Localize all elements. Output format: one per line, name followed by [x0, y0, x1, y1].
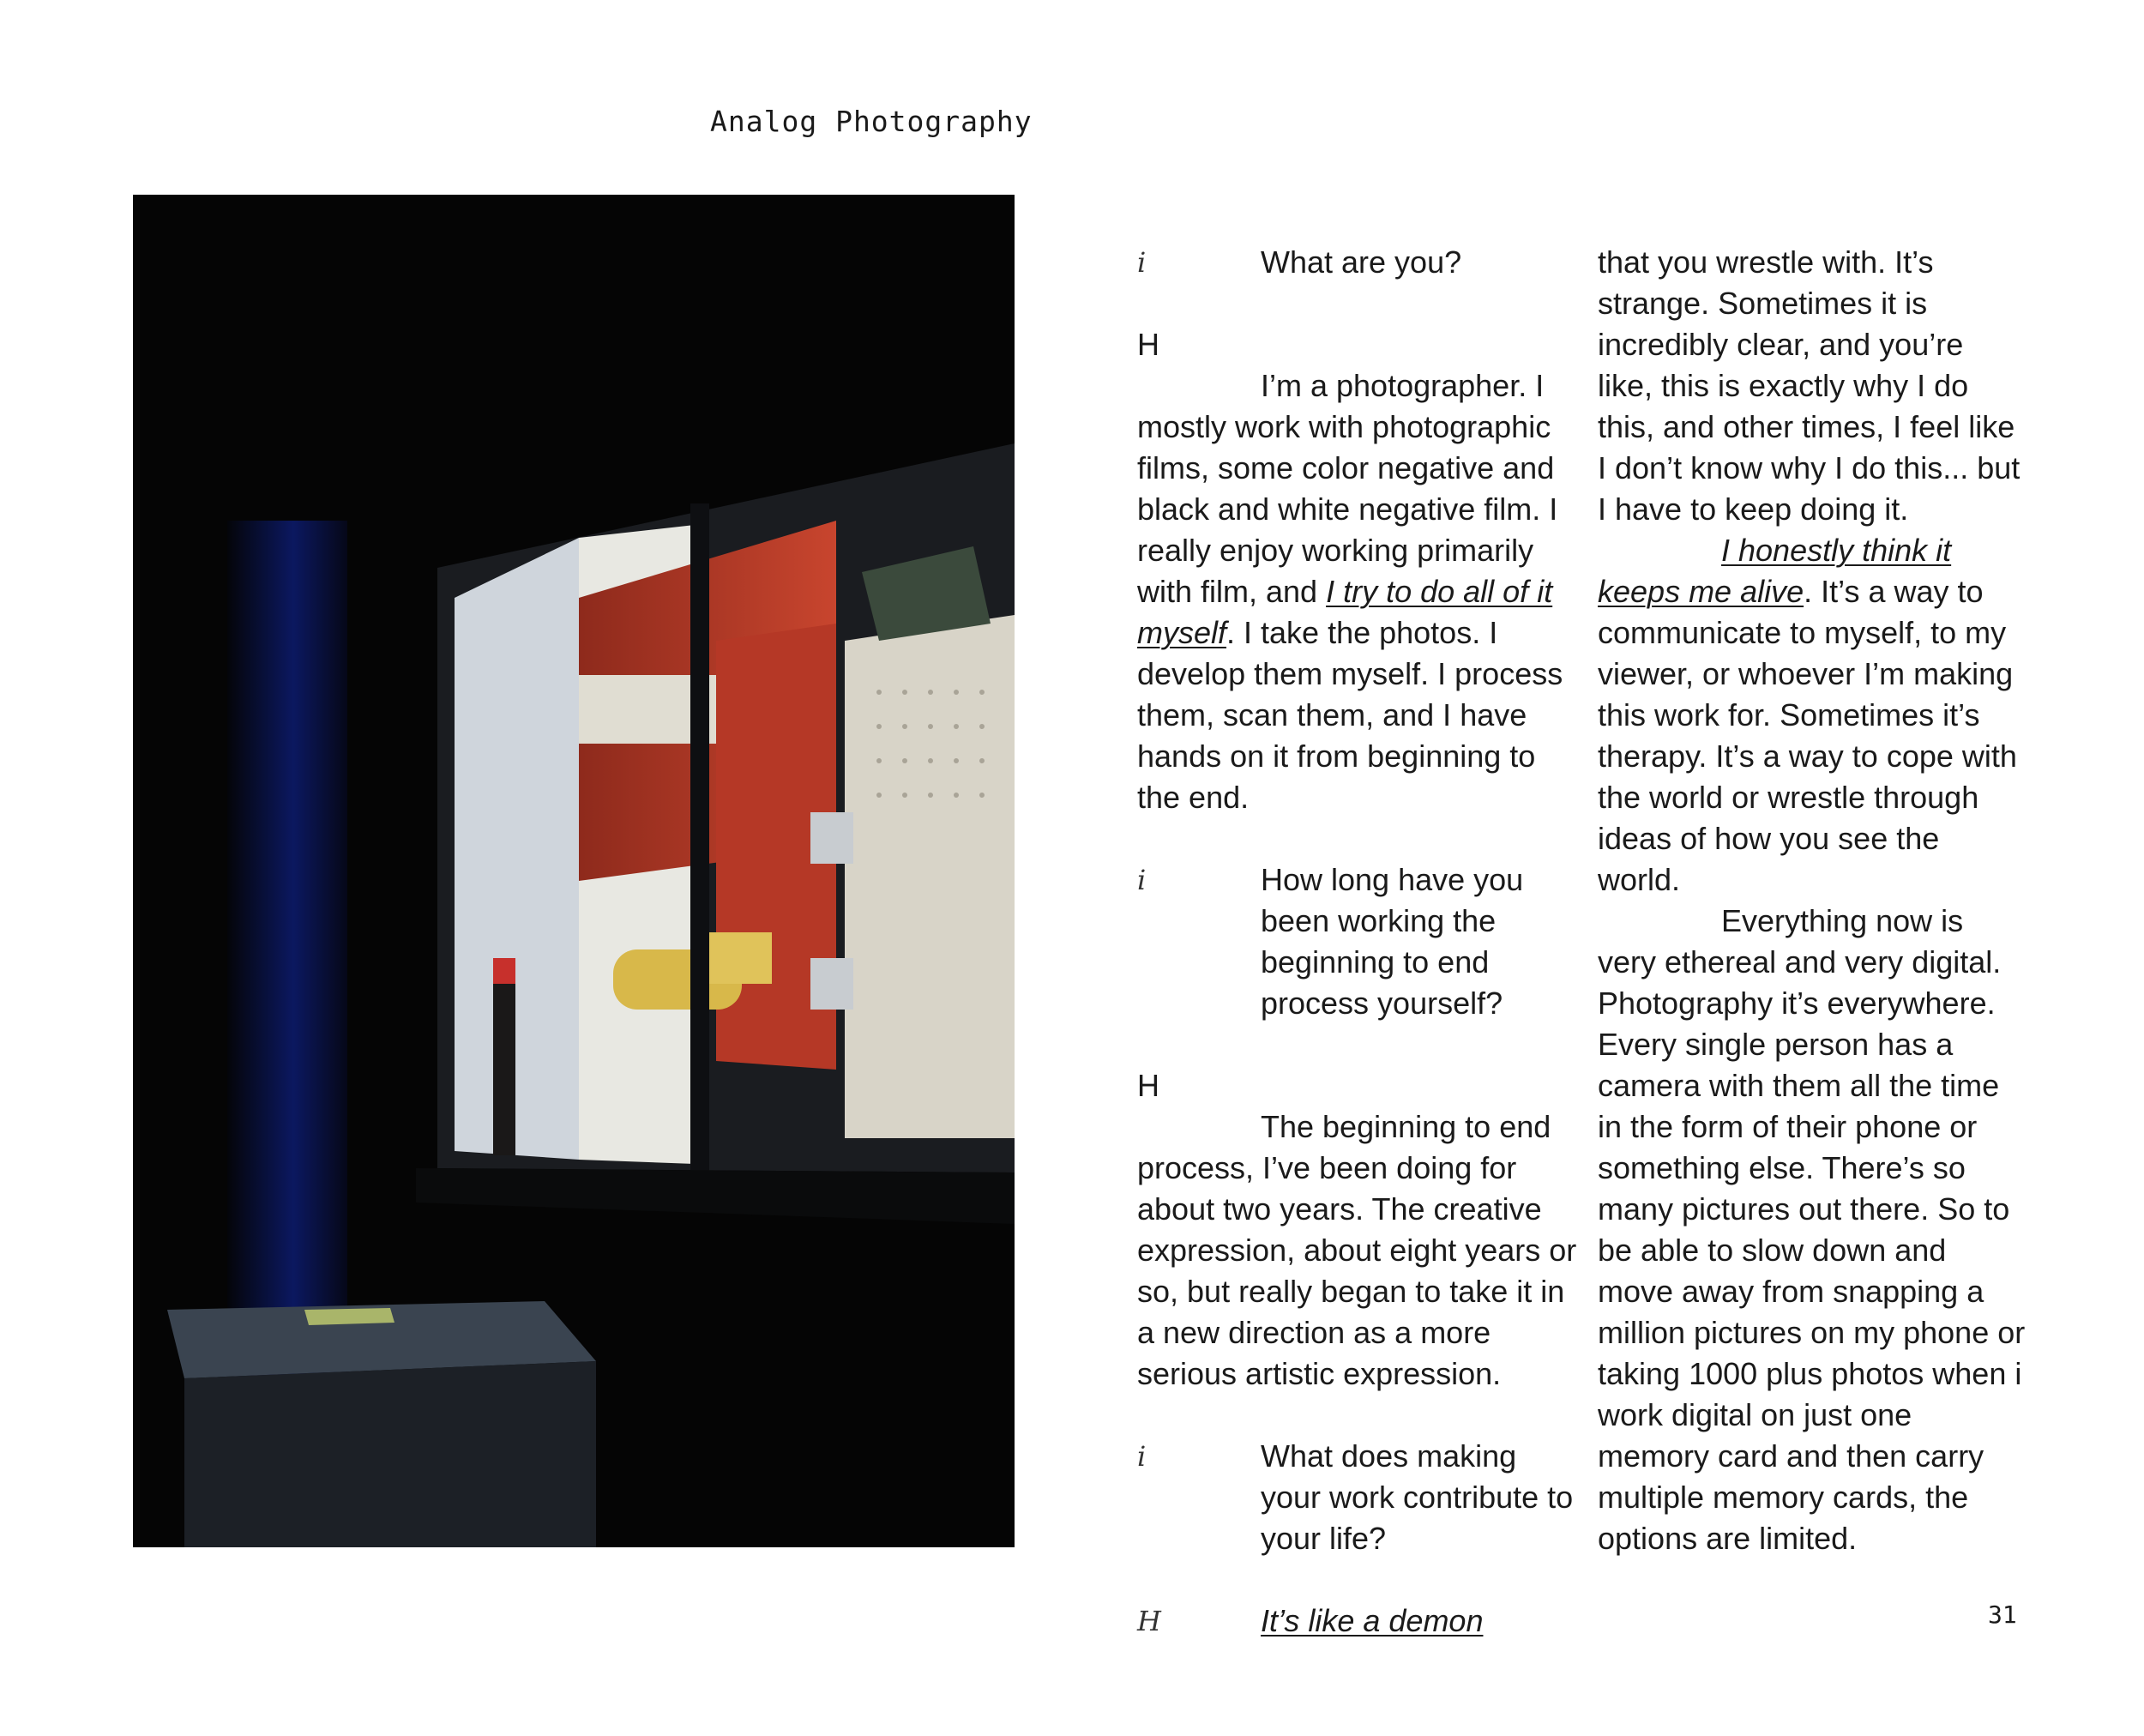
answer-1 — [1137, 324, 1583, 818]
question-marker: i — [1137, 864, 1147, 896]
answer-marker: H — [1137, 1605, 1161, 1637]
question-text: What are you? — [1261, 244, 1462, 280]
emphasis-text: I honestly think it keeps me alive — [1598, 533, 1952, 609]
running-header: Analog Photography — [710, 105, 1033, 138]
answer-text: . It’s a way to communicate to myself, to my viewer, or whoever I’m making this work for. Sometimes it’s therapy. It’s a way to cope with the world or wrestle through ideas of how you see the world. — [1598, 574, 2017, 897]
night-window-fire-truck-photo — [133, 195, 1015, 1547]
answer-text: Everything now is very ethereal and very digital. Photography it’s everywhere. Every single person has a camera with them all the time in the form of their phone or something else. There’s so many pictures out there. So to be able to slow down and move away from snapping a million pictures on my phone or taking 1000 plus photos when i work digital on just one memory card and then carry multiple memory cards, the options are limited. — [1598, 903, 2026, 1556]
question-marker: i — [1137, 246, 1147, 279]
question-2 — [1137, 859, 1583, 1024]
question-1 — [1137, 242, 1583, 283]
answer-marker: H — [1137, 1068, 1159, 1103]
page-number: 31 — [1988, 1600, 2017, 1629]
question-text: How long have you been working the beginning to end process yourself? — [1261, 862, 1524, 1021]
emphasis-text: I try to do all of it myself — [1137, 574, 1553, 650]
answer-text: The beginning to end process, I’ve been doing for about two years. The creative expression, about eight years or so, but really began to take it in a new direction as a more serious artistic expression. — [1137, 1109, 1577, 1391]
emphasis-text: It’s like a demon — [1261, 1603, 1484, 1638]
answer-3-start — [1137, 1600, 1583, 1642]
question-marker: i — [1137, 1440, 1147, 1473]
question-3 — [1137, 1436, 1583, 1559]
answer-text: I’m a photographer. I mostly work with photographic films, some color negative and black and white negative film. I really enjoy working primarily with film, and — [1137, 368, 1558, 609]
photograph — [133, 195, 1015, 1547]
answer-text: . I take the photos. I develop them myself. I process them, scan them, and I have hands on it from beginning to the end. — [1137, 615, 1563, 815]
interview-column-left — [1137, 242, 1583, 1642]
answer-2 — [1137, 1065, 1583, 1395]
answer-text: that you wrestle with. It’s strange. Sometimes it is incredibly clear, and you’re like, this is exactly why I do this, and other times, I feel like I don’t know why I do this... but I have to keep doing it. — [1598, 244, 2021, 527]
interview-column-right — [1598, 242, 2027, 1559]
answer-marker: H — [1137, 327, 1159, 362]
question-text: What does making your work contribute to your life? — [1261, 1438, 1574, 1556]
